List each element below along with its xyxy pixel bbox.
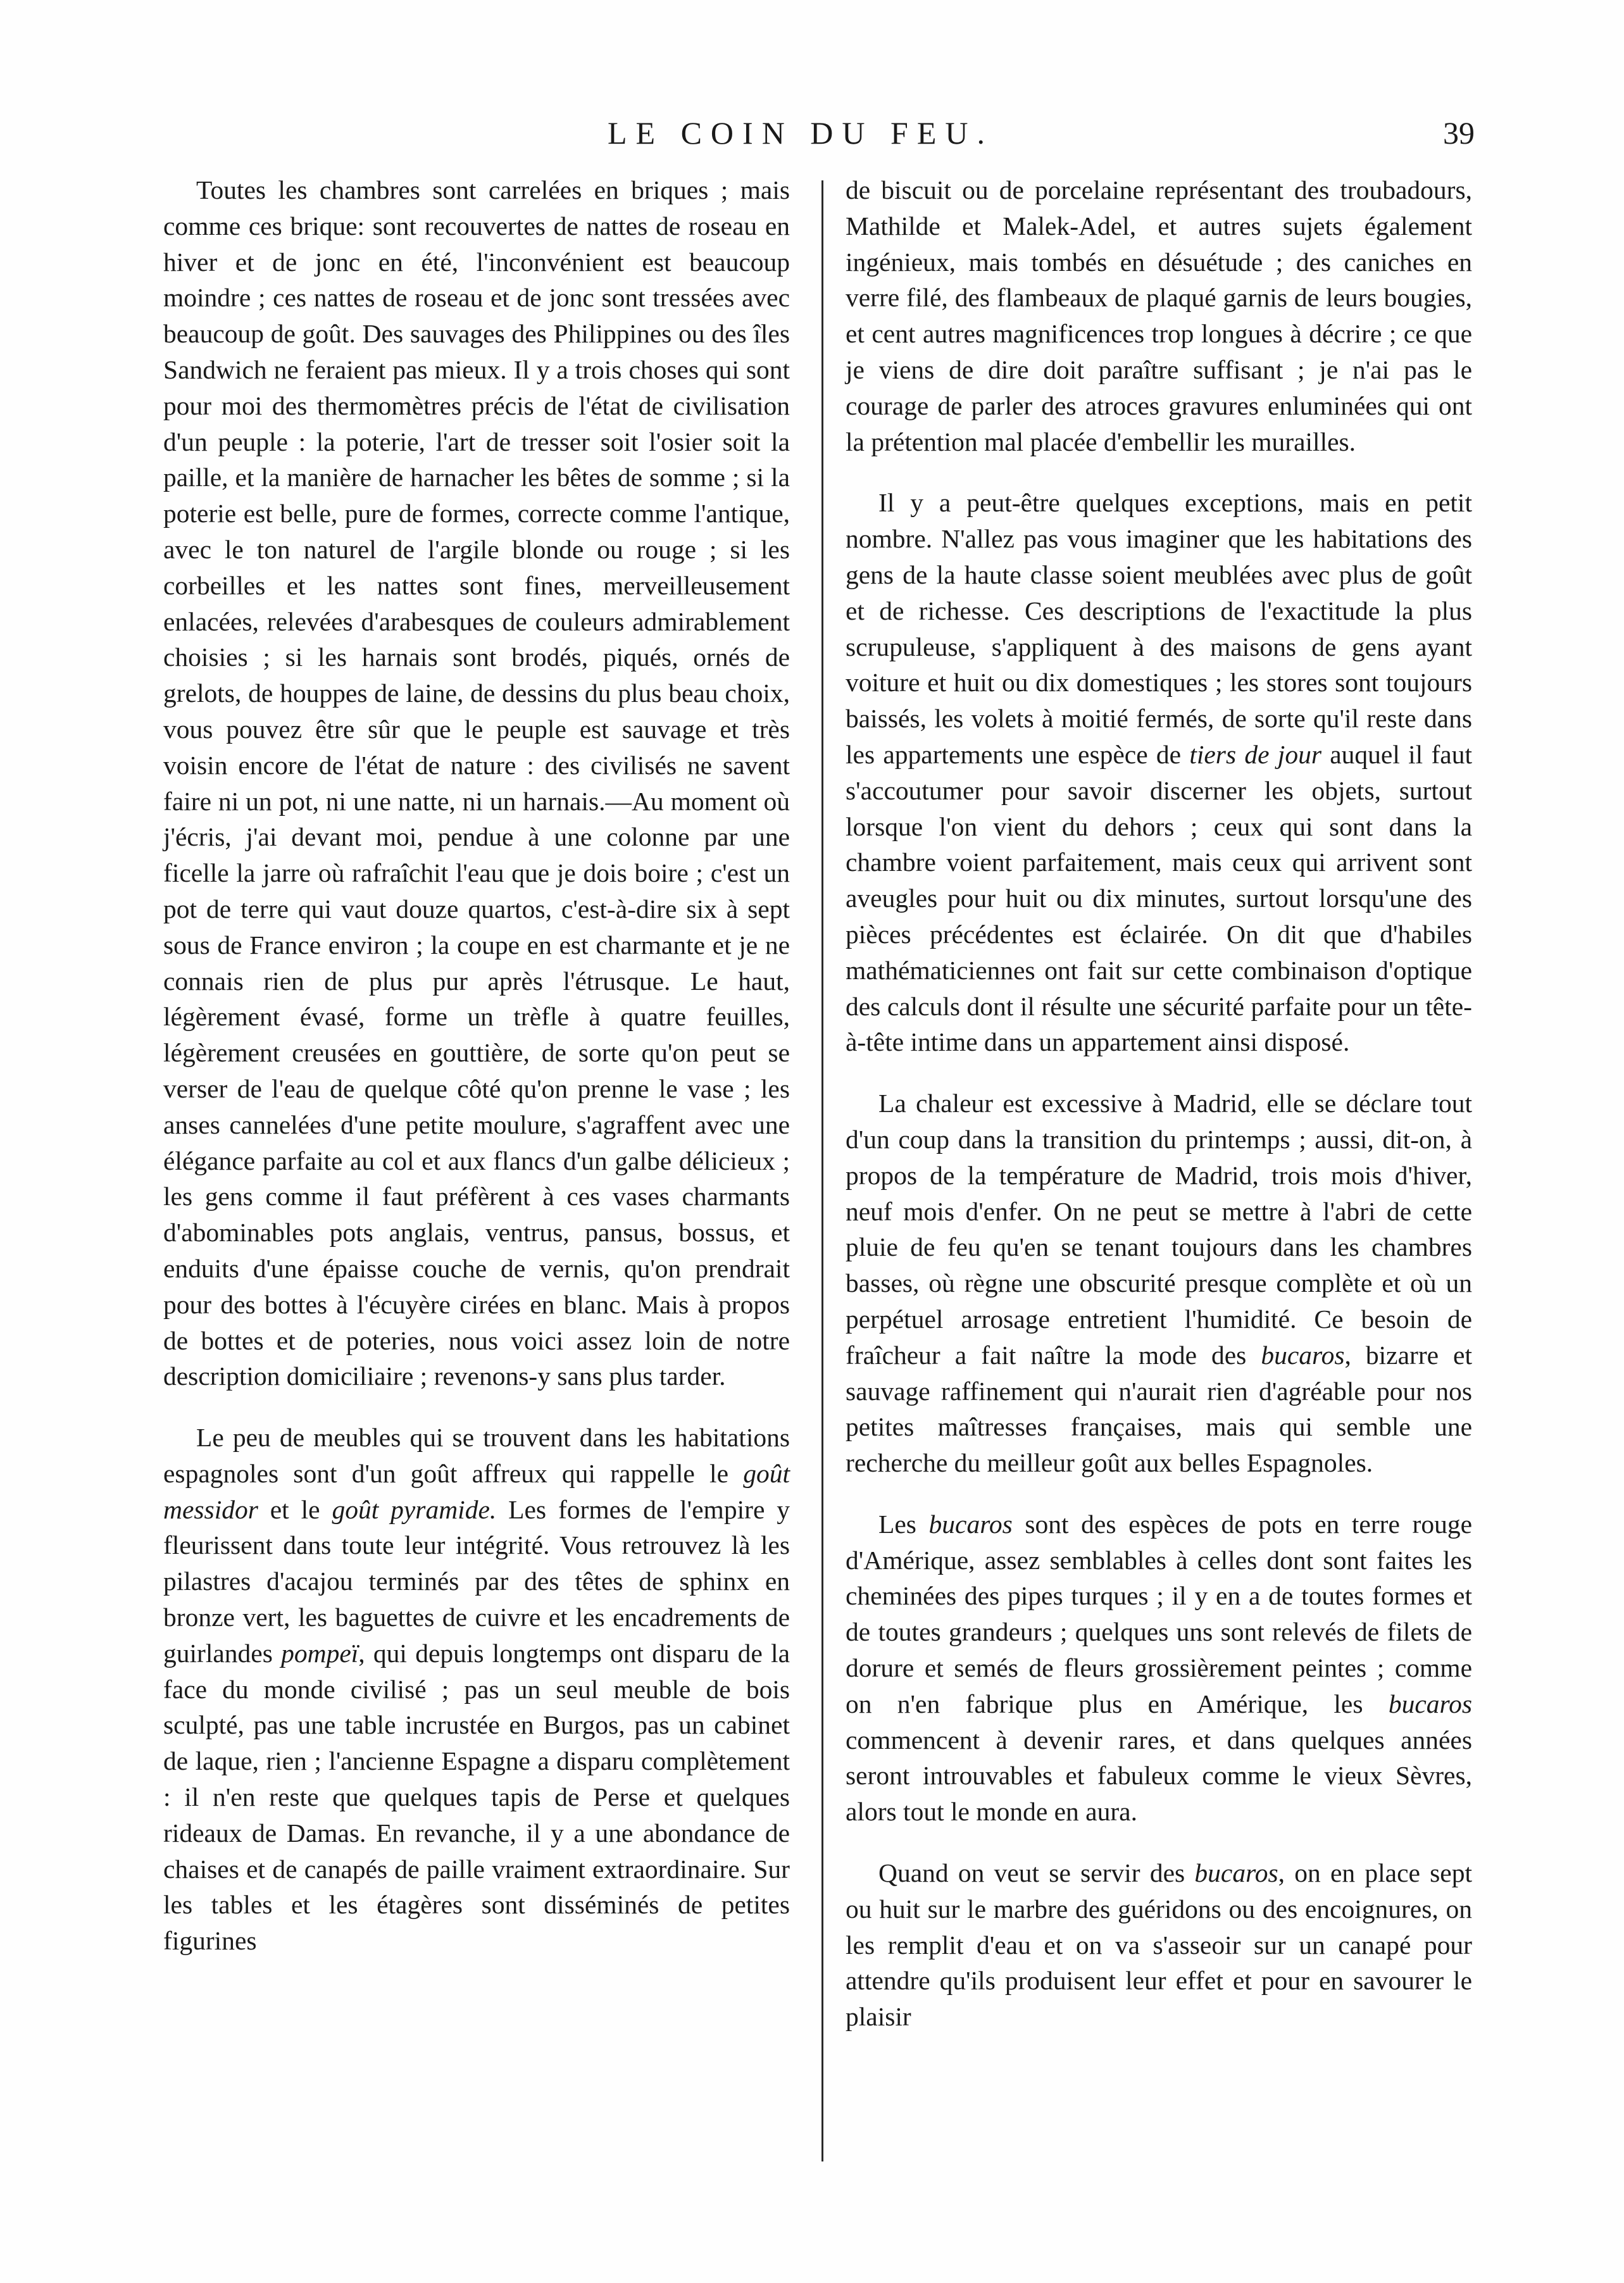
running-title: LE COIN DU FEU. (608, 115, 994, 151)
column-divider (821, 180, 823, 2161)
text-run: Toutes les chambres sont carrelées en briques ; mais comme ces brique: sont recouvertes de nattes de roseau en hiver et de jonc en été, l'inconvénient est beaucoup moindre ; ces nattes de roseau et de jonc sont tressées avec beaucoup de goût. Des sauvages des Philippines ou des îles Sandwich ne feraient pas mieux. Il y a trois choses qui sont pour moi des thermomètres précis de l'état de civilisation d'un peuple : la poterie, l'art de tresser soit l'osier soit la paille, et la manière de harnacher les bêtes de somme ; si la poterie est belle, pure de formes, correcte comme l'antique, avec le ton naturel de l'argile blonde ou rouge ; si les corbeilles et les nattes sont fines, merveilleusement enlacées, relevées d'arabesques de couleurs admirablement choisies ; si les harnais sont brodés, piqués, ornés de grelots, de houppes de laine, de dessins du plus beau choix, vous pouvez être sûr que le peuple est sauvage et très voisin encore de l'état de nature : des civilisés ne savent faire ni un pot, ni une natte, ni un harnais.—Au moment où j'écris, j'ai devant moi, pendue à une colonne par une ficelle la jarre où rafraîchit l'eau que je dois boire ; c'est un pot de terre qui vaut douze quartos, c'est-à-dire six à sept sous de France environ ; la coupe en est charmante et je ne connais rien de plus pur après l'étrusque. Le haut, légèrement évasé, forme un trèfle à quatre feuilles, légèrement creusées en gouttière, de sorte qu'on peut se verser de l'eau de quelque côté qu'on prenne le vase ; les anses cannelées d'une petite moulure, s'agraffent avec une élégance parfaite au col et aux flancs d'un galbe délicieux ; les gens comme il faut préfèrent à ces vases charmants d'abominables pots anglais, ventrus, pansus, bossus, et enduits d'une épaisse couche de vernis, qu'on prendrait pour des bottes à l'écuyère cirées en blanc. Mais à propos de bottes et de poteries, nous voici assez loin de notre description domiciliaire ; revenons-y sans plus tarder. (163, 175, 790, 1391)
italic-text: goût messidor (163, 1458, 790, 1524)
text-run: Quand on veut se servir des (878, 1858, 1195, 1888)
text-run: commencent à devenir rares, et dans quelques années seront introuvables et fabuleux comme le vieux Sèvres, alors tout le monde en aura. (846, 1725, 1472, 1827)
left-column (163, 172, 790, 1959)
paragraph (846, 1085, 1472, 1481)
italic-text: bucaros (1388, 1689, 1472, 1718)
text-run: Les formes de l'empire y fleurissent dans toute leur intégrité. Vous retrouvez là les pilastres d'acajou terminés par des têtes de sphinx en bronze vert, les baguettes de cuivre et les encadrements de guirlandes (163, 1494, 790, 1668)
text-run: Les (878, 1509, 929, 1539)
italic-text: bucaros (1194, 1858, 1278, 1888)
right-column (846, 172, 1472, 2035)
running-head (127, 108, 1475, 158)
text-run: , bizarre et sauvage raffinement qui n'aurait rien d'agréable pour nos petites maîtresses françaises, mais qui semble une recherche du meilleur goût aux belles Espagnoles. (846, 1340, 1472, 1478)
text-run: de biscuit ou de porcelaine représentant des troubadours, Mathilde et Malek-Adel, et autres sujets également ingénieux, mais tombés en désuétude ; des caniches en verre filé, des flambeaux de plaqué garnis de leurs bougies, et cent autres magnificences trop longues à décrire ; ce que je viens de dire doit paraître suffisant ; je n'ai pas le courage de parler des atroces gravures enluminées qui ont la prétention mal placée d'embellir les murailles. (846, 175, 1472, 456)
italic-text: bucaros (1261, 1340, 1345, 1370)
text-run: auquel il faut s'accoutumer pour savoir discerner les objets, surtout lorsque l'on vient du dehors ; ceux qui sont dans la chambre voient parfaitement, mais ceux qui arrivent sont aveugles pour huit ou dix minutes, surtout lorsqu'une des pièces précédentes est éclairée. On dit que d'habiles mathématiciennes ont fait sur cette combinaison d'optique des calculs dont il résulte une sécurité parfaite pour un tête-à-tête intime dans un appartement ainsi disposé. (846, 739, 1472, 1057)
text-run: Il y a peut-être quelques exceptions, mais en petit nombre. N'allez pas vous imaginer que les habitations des gens de la haute classe soient meublées avec plus de goût et de richesse. Ces descriptions de l'exactitude la plus scrupuleuse, s'appliquent à des maisons de gens ayant voiture et huit ou dix domestiques ; les stores sont toujours baissés, les volets à moitié fermés, de sorte qu'il reste dans les appartements une espèce de (846, 488, 1472, 769)
text-run: sont des espèces de pots en terre rouge d'Amérique, assez semblables à celles dont sont faites les cheminées des pipes turques ; il y en a de toutes formes et de toutes grandeurs ; quelques uns sont relevés de filets de dorure et semés de fleurs grossièrement peintes ; comme on n'en fabrique plus en Amérique, les (846, 1509, 1472, 1718)
paragraph (846, 1506, 1472, 1830)
paragraph (846, 1855, 1472, 2035)
italic-text: bucaros (928, 1509, 1013, 1539)
text-run: , qui depuis longtemps ont disparu de la face du monde civilisé ; pas un seul meuble de bois sculpté, pas une table incrustée en Burgos, pas un cabinet de laque, rien ; l'ancienne Espagne a disparu complètement : il n'en reste que quelques tapis de Perse et quelques rideaux de Damas. En revanche, il y a une abondance de chaises et de canapés de paille vraiment extraordinaire. Sur les tables et les étagères sont disséminés de petites figurines (163, 1638, 790, 1956)
text-run: La chaleur est excessive à Madrid, elle se déclare tout d'un coup dans la transition du printemps ; aussi, dit-on, à propos de la température de Madrid, trois mois d'hiver, neuf mois d'enfer. On ne peut se mettre à l'abri de cette pluie de feu qu'en se tenant toujours dans les chambres basses, où règne une obscurité presque complète et où un perpétuel arrosage entretient l'humidité. Ce besoin de fraîcheur a fait naître la mode des (846, 1089, 1472, 1370)
italic-text: pompeï (281, 1638, 359, 1668)
text-run: et le (258, 1494, 332, 1524)
paragraph (163, 172, 790, 1394)
page-number: 39 (1443, 115, 1475, 151)
text-run: , on en place sept ou huit sur le marbre des guéridons ou des encoignures, on les remplit d'eau et on va s'asseoir sur un canapé pour attendre qu'ils produisent leur effet et pour en savourer le plaisir (846, 1858, 1473, 2032)
paragraph (846, 485, 1472, 1060)
paragraph (163, 1420, 790, 1959)
italic-text: tiers de jour (1189, 739, 1321, 769)
text-run: Le peu de meubles qui se trouvent dans les habitations espagnoles sont d'un goût affreux qui rappelle le (163, 1423, 790, 1488)
italic-text: goût pyramide. (332, 1494, 497, 1524)
paragraph (846, 172, 1472, 460)
